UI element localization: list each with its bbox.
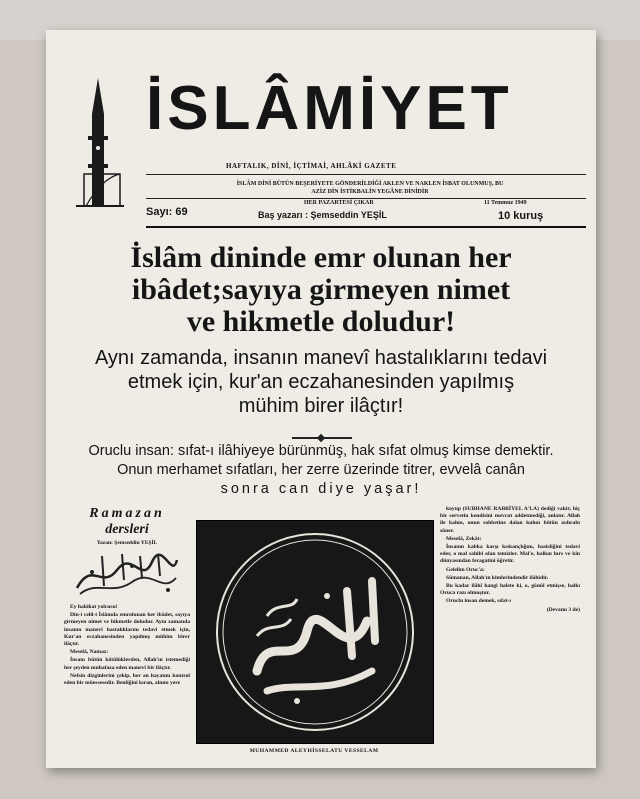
issue-date: 11 Temmuz 1949 bbox=[484, 200, 527, 206]
main-headline bbox=[66, 242, 576, 338]
paragraph: İnsanın kabka karşı kıskançlığını, hasisliğini tedavi eder, o mal sahibi olan temizler. Mal'e, halkın hırs ve kin dünyasından feragatini öğretir. bbox=[440, 544, 580, 565]
paragraph: Nefsin dizginlerini çekip, her an hayatını kontrol eden bir müessesedir. Benliğini kıran, alnını yere bbox=[64, 672, 190, 687]
photo-caption: MUHAMMED ALEYHİSSELATU VESSELAM bbox=[249, 748, 379, 754]
subhead-line: etmek için, kur'an eczahanesinden yapılmış bbox=[127, 371, 515, 393]
paragraph: Ey hakikat yolcusu! bbox=[70, 604, 118, 610]
quote-line: Oruclu insan: sıfat-ı ilâhiyeye bürünmüş, hak sıfat olmuş kimse demektir. bbox=[88, 443, 554, 459]
minaret-icon bbox=[74, 78, 126, 208]
price: 10 kuruş bbox=[498, 210, 544, 222]
divider bbox=[146, 198, 586, 199]
subhead-line: Aynı zamanda, insanın manevî hastalıklarını tedavi bbox=[94, 347, 548, 369]
left-column bbox=[64, 506, 190, 688]
basmala-calligraphy-icon bbox=[72, 550, 182, 598]
article-text bbox=[64, 604, 190, 687]
article-text bbox=[440, 506, 580, 614]
subhead-line: mühim birer ilâçtır! bbox=[238, 395, 404, 417]
motto-line: İSLÂM DİNİ BÜTÜN BEŞERİYETE GÖNDERİLDİĞİ AKLEN VE NAKLEN İSBAT OLUNMUŞ, BU bbox=[236, 181, 504, 187]
paragraph: Din-i celil-i İslâmda emrolunan her ibâdet, sayıya girmeyen nimet ve hikmetle doludur. Aynı zamanda insanın manevî hastalıklarını tedavi etmek için, Kur'an eczahanesinden yapılmış mühim birer ilâçtır. bbox=[64, 612, 190, 648]
quote-line: Onun merhamet sıfatları, her zerre üzerinde titrer, evvelâ canân bbox=[117, 462, 525, 478]
newspaper-title: İSLÂMİYET bbox=[146, 74, 513, 143]
headline-line: ibâdet;sayıya girmeyen nimet bbox=[131, 273, 511, 306]
column-title: Ramazan bbox=[89, 506, 165, 521]
paragraph: Gelelim Oruc'a: bbox=[446, 566, 485, 573]
paragraph: İnsanı bütün kötülüklerden, Allah'ın istemediği her şeyden muhafaza eden manevî bir ilâçtır. bbox=[64, 657, 190, 671]
headline-line: ve hikmetle doludur! bbox=[186, 305, 456, 338]
paragraph: Meselâ, Zekât: bbox=[446, 535, 482, 542]
ornament-divider bbox=[292, 437, 352, 439]
subheadline bbox=[66, 346, 576, 418]
paragraph: koyup (SUBHANE RABBİYEL A'LA) dediği vakit; hiç bir servetin kendisini mevcut addetmediği, anlatır. Allah ile kalım, onun sohbetine dalan kulun bütün ızdırabı söner. bbox=[440, 506, 580, 534]
paragraph: Meselâ, Namaz: bbox=[70, 649, 109, 656]
motto-line: AZİZ DİN İSTİKBALİN YEGÂNE DİNİDİR bbox=[311, 189, 429, 195]
byline: Yazan: Şemseddin YEŞİL bbox=[96, 540, 158, 546]
newspaper-subtitle: HAFTALIK, DİNİ, İÇTİMAİ, AHLÂKİ GAZETE bbox=[226, 162, 397, 170]
paragraph: Sümanan, Allah'ın kimlerindendir ilâhidir. bbox=[446, 574, 549, 581]
editor-line: Baş yazarı : Şemseddin YEŞİL bbox=[258, 210, 387, 220]
issue-number: Sayı: 69 bbox=[146, 206, 188, 218]
column-title: dersleri bbox=[105, 522, 149, 537]
right-column bbox=[440, 506, 580, 615]
paragraph: Bu kadar ilâhî hangi halete ki, o, gönül etmişse, halkı Oruca razı olmuştur. bbox=[440, 583, 580, 597]
newspaper-page bbox=[46, 30, 596, 768]
headline-line: İslâm dininde emr olunan her bbox=[130, 241, 512, 274]
paragraph: Oruclu insan demek, sıfat-ı bbox=[446, 598, 511, 605]
continuation-note: (Devamı 3 de) bbox=[546, 606, 580, 613]
quote-line: sonra can diye yaşar! bbox=[220, 481, 422, 497]
motto bbox=[158, 180, 582, 196]
divider bbox=[146, 174, 586, 175]
quote bbox=[66, 442, 576, 499]
publication-day: HER PAZARTESİ ÇIKAR bbox=[304, 200, 374, 206]
calligraphy-image bbox=[196, 520, 434, 744]
muhammad-calligraphy-icon bbox=[197, 521, 433, 743]
divider bbox=[146, 226, 586, 228]
